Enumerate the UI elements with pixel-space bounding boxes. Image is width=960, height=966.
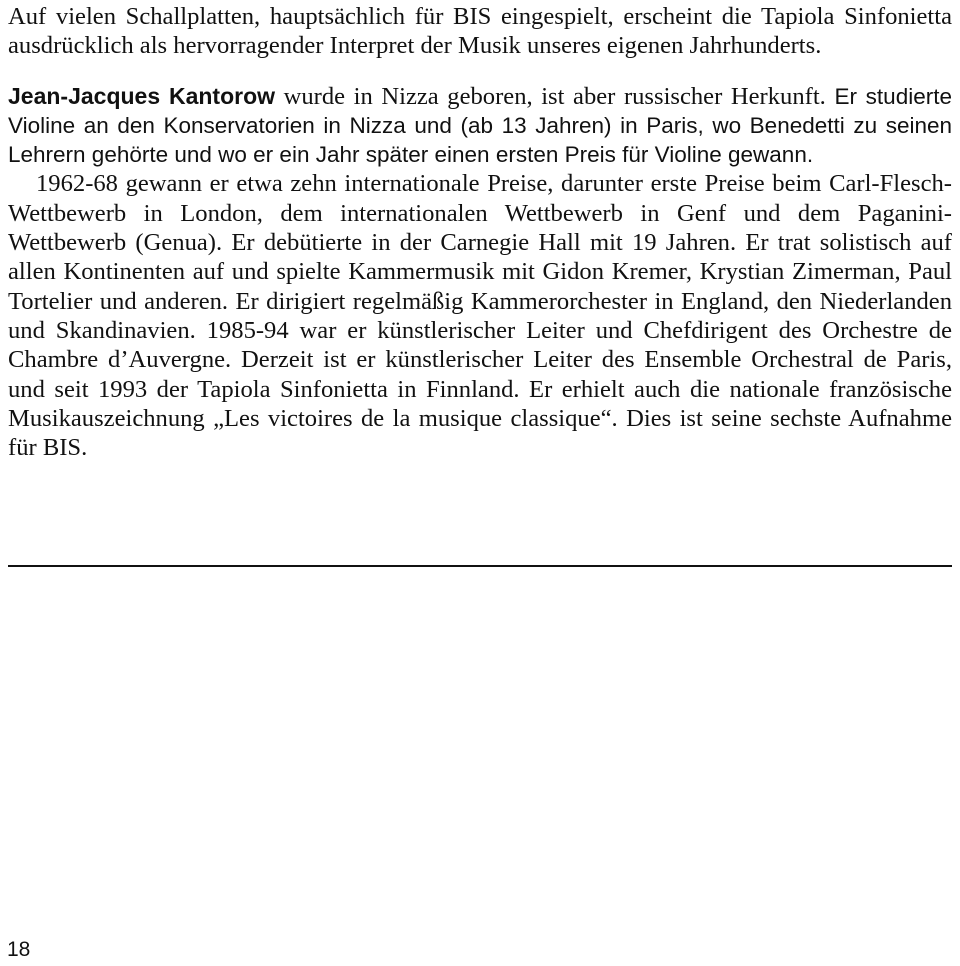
section-divider [8,565,952,567]
biography-section [8,82,952,463]
intro-paragraph: Auf vielen Schallplatten, hauptsächlich für BIS eingespielt, erscheint die Tapiola Sinfonietta ausdrücklich als hervorragender Interpret der Musik unseres eigenen Jahrhunderts. [8,3,952,60]
document-page [8,0,952,462]
biography-origin-text: wurde in Nizza geboren, ist aber russischer Herkunft. [275,82,826,110]
page-number: 18 [7,938,31,961]
performer-name: Jean-Jacques Kantorow [8,82,276,109]
biography-study-text: Er studierte Violine an den Konservatorien in Nizza und (ab 13 Jahren) in Paris, wo Benedetti zu seinen Lehrern gehörte und wo er ein Jahr später einen ersten Preis für Violine gewann. [8,83,952,168]
biography-career-text: 1962-68 gewann er etwa zehn internationale Preise, darunter erste Preise beim Carl-Flesch-Wettbewerb in London, dem internationalen Wettbewerb in Genf und dem Paganini-Wettbewerb (Genua). Er debütierte in der Carnegie Hall mit 19 Jahren. Er trat solistisch auf allen Kontinenten auf und spielte Kammermusik mit Gidon Kremer, Krystian Zimerman, Paul Tortelier und anderen. Er dirigiert regelmäßig Kammerorchester in England, den Niederlanden und Skandinavien. 1985-94 war er künstlerischer Leiter und Chefdirigent des Orchestre de Chambre d’Auvergne. Derzeit ist er künstlerischer Leiter des Ensemble Orchestral de Paris, und seit 1993 der Tapiola Sinfonietta in Finnland. Er erhielt auch die nationale französische Musikauszeichnung „Les victoires de la musique classique“. Dies ist seine sechste Aufnahme für BIS. [8,170,952,462]
